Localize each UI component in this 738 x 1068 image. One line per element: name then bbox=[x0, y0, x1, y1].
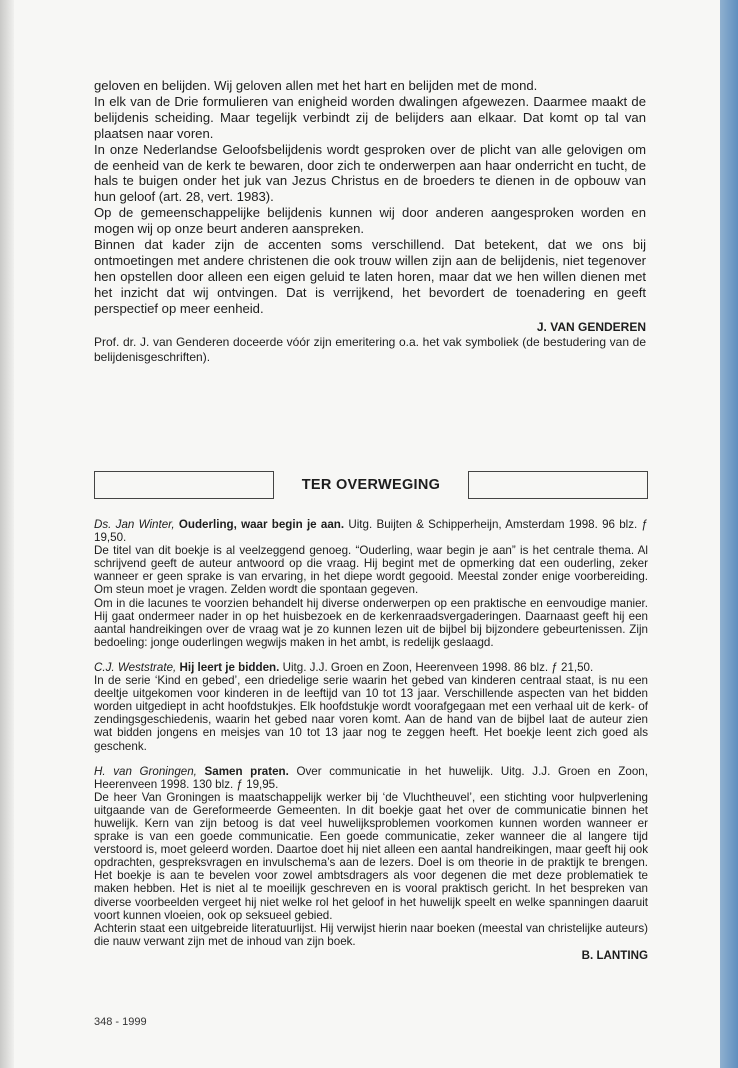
article-paragraph: Op de gemeenschappelijke belijdenis kunnen wij door anderen aangesproken worden en mogen wij op onze beurt anderen aanspreken. bbox=[94, 205, 646, 237]
review-book-title: Ouderling, waar begin je aan. bbox=[178, 518, 345, 531]
review-paragraph: Om in die lacunes te voorzien behandelt hij diverse onderwerpen op een praktische en eenvoudige manier. Hij gaat ondermeer nader in op het huisbezoek en de kerkenraadsvergaderingen. Daarnaast geeft hij een aantal handreikingen over de vraag wat je zo kunnen lezen uit de bijbel bij bijzondere gebeurtenissen. Zijn bedoeling: jonge ouderlingen wegwijs maken in het ambt, is redelijk geslaagd. bbox=[94, 596, 648, 649]
review-header bbox=[94, 661, 648, 674]
page-number: 348 - 1999 bbox=[94, 1016, 147, 1028]
page-edge-shadow bbox=[0, 0, 14, 1068]
review-item bbox=[94, 765, 648, 962]
article-signature: J. VAN GENDEREN bbox=[536, 319, 646, 334]
heading-left-box bbox=[94, 471, 274, 499]
review-paragraph: Achterin staat een uitgebreide literatuurlijst. Hij verwijst hierin naar boeken (meestal van christelijke auteurs) die nauw verwant zijn met de inhoud van zijn boek. bbox=[94, 921, 648, 948]
section-title: TER OVERWEGING bbox=[301, 477, 441, 493]
review-book-title: Samen praten. bbox=[204, 764, 289, 778]
article-body bbox=[94, 78, 646, 365]
article-paragraph: In elk van de Drie formulieren van enigheid worden dwalingen afgewezen. Daarmee maakt de belijdenis scheiding. Maar tegelijk verbindt zij de belijders aan elkaar. Dat komt op tal van plaatsen naar voren. bbox=[94, 93, 646, 141]
article-paragraph: In onze Nederlandse Geloofsbelijdenis wordt gesproken over de plicht van alle gelovigen om de eenheid van de kerk te bewaren, door zich te onderwerpen aan haar onderricht en tucht, de hals te buigen onder het juk van Jezus Christus en de broeders te dienen in de opbouw van hun geloof (art. 28, vert. 1983). bbox=[94, 141, 646, 205]
review-author: Ds. Jan Winter, bbox=[94, 518, 175, 531]
page-edge-strip bbox=[720, 0, 738, 1068]
review-item bbox=[94, 518, 648, 649]
review-book-title: Hij leert je bidden. bbox=[179, 660, 280, 674]
reviews-list bbox=[94, 515, 648, 974]
review-signature: B. LANTING bbox=[581, 948, 648, 962]
review-details: Uitg. J.J. Groen en Zoon, Heerenveen 1998. 86 blz. ƒ 21,50. bbox=[282, 660, 594, 674]
heading-right-box bbox=[468, 471, 648, 499]
review-author: C.J. Weststrate, bbox=[94, 660, 177, 674]
review-header bbox=[94, 518, 648, 544]
review-paragraph: De heer Van Groningen is maatschappelijk werker bij ‘de Vluchtheuvel’, een stichting voor hulpverlening uitgaande van de Gereformeerde Gemeenten. In dit boekje gaat het over de communicatie binnen het huwelijk. Kern van zijn betoog is dat veel huwelijksproblemen voorkomen kunnen worden wanneer er sprake is van een goede communicatie. Een goede communicatie, zeker wanneer die al langere tijd verstoord is, moet geleerd worden. Daartoe doet hij niet alleen een aantal handreikingen, maar geeft hij ook opdrachten, gespreksvragen en invulschema’s aan de lezers. Doel is om theorie in de praktijk te brengen. Het boekje is aan te bevelen voor zowel ambtsdragers als voor degenen die met deze problematiek te maken hebben. Het is niet al te moeilijk geschreven en is vooral praktisch gericht. In het bespreken van diverse voorbeelden vergeet hij niet welke rol het geloof in het huwelijk speelt en welke spanningen daaruit voort kunnen vloeien, ook op seksueel gebied. bbox=[94, 790, 648, 922]
article-paragraph: Binnen dat kader zijn de accenten soms verschillend. Dat betekent, dat we ons bij ontmoetingen met andere christenen die ook trouw willen zijn aan de belijdenis, niet tegenover hen opstellen door alleen een eigen geluid te laten horen, maar dat we hen willen dienen met het inzicht dat wij ontvingen. Dat is verrijkend, het bevordert de toenadering en geeft perspectief op meer eenheid. bbox=[94, 237, 646, 316]
article-paragraph: geloven en belijden. Wij geloven allen met het hart en belijden met de mond. bbox=[94, 78, 538, 93]
author-bio: Prof. dr. J. van Genderen doceerde vóór zijn emeritering o.a. het vak symboliek (de bestudering van de belijdenisgeschriften). bbox=[94, 335, 646, 364]
review-paragraph: De titel van dit boekje is al veelzeggend genoeg. “Ouderling, waar begin je aan” is het centrale thema. Al schrijvend geeft de auteur antwoord op die vraag. Hij begint met de opmerking dat een ouderling, zeker wanneer er geen sprake is van ervaring, in het diepe wordt gegooid. Meestal zonder enige voorbereiding. Om steun moet je vragen. Zelden wordt die spontaan gegeven. bbox=[94, 544, 648, 597]
review-header bbox=[94, 765, 648, 791]
review-author: H. van Groningen, bbox=[94, 764, 197, 778]
review-paragraph: In de serie ‘Kind en gebed’, een driedelige serie waarin het gebed van kinderen centraal staat, is nu een deeltje uitgekomen voor kinderen in de leeftijd van 10 tot 13 jaar. Verschillende aspecten van het bidden worden uitgediept in acht hoofdstukjes. Elk hoofdstukje wordt voorafgegaan met een verhaal uit de kerk- of zendingsgeschiedenis, waarin het gebed naar voren komt. Aan de hand van de bijbel laat de auteur zien wat bidden jongens en meisjes van 10 tot 13 jaar nog te zeggen heeft. Het boekje leent zich goed als geschenk. bbox=[94, 674, 648, 753]
section-heading bbox=[94, 470, 648, 500]
article-text bbox=[94, 78, 646, 317]
review-item bbox=[94, 661, 648, 753]
review-details: Uitg. Buijten & Schipperheijn, Amsterdam 1998. 96 blz. ƒ 19,50. bbox=[94, 518, 648, 545]
review-details: Over communicatie in het huwelijk. Uitg. J.J. Groen en Zoon, Heerenveen 1998. 130 blz. ƒ 19,95. bbox=[94, 764, 648, 791]
